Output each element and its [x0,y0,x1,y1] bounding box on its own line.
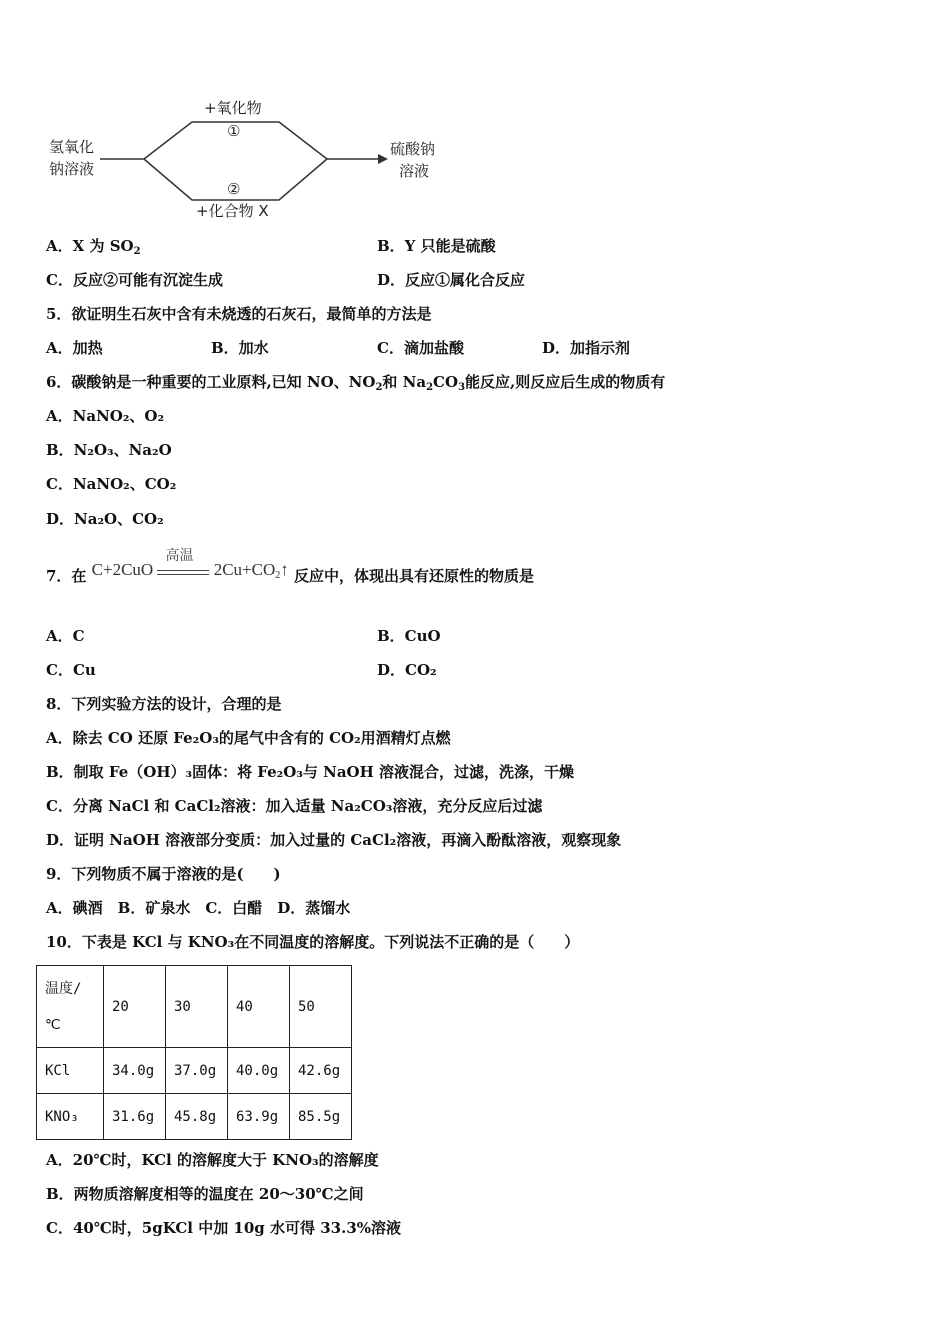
header-temp-line2: ℃ [45,1016,61,1033]
q10-stem: 10．下表是 KCl 与 KNO₃在不同温度的溶解度。下列说法不正确的是（ ） [46,933,580,951]
header-temperature [37,966,104,1048]
q10-option-a: A．20℃时，KCl 的溶解度大于 KNO₃的溶解度 [46,1151,379,1169]
q7-suffix: 反应中，体现出具有还原性的物质是 [294,567,535,585]
q6-stem [46,372,665,392]
q8-option-b: B．制取 Fe（OH）₃固体：将 Fe₂O₃与 NaOH 溶液混合，过滤，洗涤，干燥 [46,763,574,781]
q4-option-d: D．反应①属化合反应 [377,271,526,289]
equation-condition [157,548,209,580]
table-header-row [37,966,352,1048]
bottom-branch-marker: ② [227,180,241,198]
equation-condition-text: 高温 [165,548,194,564]
q5-option-d: D．加指示剂 [542,339,631,357]
equation-left: C+2CuO [91,560,154,579]
q4-option-a-text: A．X 为 SO [46,237,134,255]
q4-option-a-sub: 2 [133,246,141,257]
header-temp-cell: 40 [228,966,290,1048]
bottom-branch-label: +化合物 X [196,202,269,220]
left-label-line1: 氢氧化 [49,138,95,156]
q6-option-d: D．Na₂O、CO₂ [46,510,164,528]
q9-options: A．碘酒 B．矿泉水 C．白醋 D．蒸馏水 [46,899,351,917]
q6-option-b: B．N₂O₃、Na₂O [46,441,172,459]
q7-option-a: A．C [46,627,85,645]
q7-equation [91,548,289,581]
header-temp-cell: 20 [104,966,166,1048]
equation-right: 2Cu+CO [213,560,276,579]
right-label-line1: 硫酸钠 [390,140,436,158]
top-branch-marker: ① [227,122,241,140]
header-temp-line1: 温度/ [45,980,82,997]
solubility-table [36,965,352,1140]
q6-stem-sub1: 2 [375,382,383,393]
q9-stem: 9．下列物质不属于溶液的是( ) [46,865,281,883]
reaction-diagram [46,95,466,225]
q5-option-c: C．滴加盐酸 [377,339,464,357]
q5-option-b: B．加水 [211,339,269,357]
q8-option-d: D．证明 NaOH 溶液部分变质：加入过量的 CaCl₂溶液，再滴入酚酞溶液，观察现象 [46,831,622,849]
equation-bar-top [157,570,209,571]
q6-stem-sub2: 2 [426,382,434,393]
table-cell: 63.9g [228,1094,290,1140]
q7-prefix: 7．在 [46,567,87,585]
equation-sub: 2 [275,570,281,581]
right-label-line2: 溶液 [399,162,430,180]
table-cell: 37.0g [166,1048,228,1094]
table-cell: 42.6g [290,1048,352,1094]
q10-option-c: C．40℃时，5gKCl 中加 10g 水可得 33.3%溶液 [46,1219,402,1237]
q8-stem: 8．下列实验方法的设计，合理的是 [46,695,282,713]
q5-option-a: A．加热 [46,339,103,357]
left-label-line2: 钠溶液 [49,160,95,178]
table-cell: 45.8g [166,1094,228,1140]
q10-option-b: B．两物质溶解度相等的温度在 20～30℃之间 [46,1185,364,1203]
q6-option-c: C．NaNO₂、CO₂ [46,475,177,493]
header-temp-cell: 30 [166,966,228,1048]
q7-option-b: B．CuO [377,627,441,645]
q7-option-c: C．Cu [46,661,96,679]
table-row [37,1048,352,1094]
q4-option-b: B．Y 只能是硫酸 [377,237,496,255]
header-temp-cell: 50 [290,966,352,1048]
table-cell: 85.5g [290,1094,352,1140]
table-cell: 40.0g [228,1048,290,1094]
q6-stem-part1: 6．碳酸钠是一种重要的工业原料,已知 NO、NO [46,373,376,391]
table-cell: 31.6g [104,1094,166,1140]
row-substance: KCl [37,1048,104,1094]
q6-stem-part4: 能反应,则反应后生成的物质有 [465,373,666,391]
q4-option-c: C．反应②可能有沉淀生成 [46,271,223,289]
top-branch-label: +氧化物 [204,99,262,117]
q8-option-a: A．除去 CO 还原 Fe₂O₃的尾气中含有的 CO₂用酒精灯点燃 [46,729,451,747]
q6-stem-part3: CO [433,373,459,391]
row-substance: KNO₃ [37,1094,104,1140]
q7-option-d: D．CO₂ [377,661,437,679]
q5-stem: 5．欲证明生石灰中含有未烧透的石灰石，最简单的方法是 [46,305,432,323]
equation-arrow: ↑ [280,560,289,579]
q7-stem [46,548,535,586]
table-cell: 34.0g [104,1048,166,1094]
q8-option-c: C．分离 NaCl 和 CaCl₂溶液：加入适量 Na₂CO₃溶液，充分反应后过滤 [46,797,543,815]
table-row [37,1094,352,1140]
q6-stem-part2: 和 Na [382,373,427,391]
q6-option-a: A．NaNO₂、O₂ [46,407,165,425]
equation-bar-bottom [157,574,209,575]
q6-stem-sub3: 3 [458,382,466,393]
q4-option-a [46,236,141,256]
